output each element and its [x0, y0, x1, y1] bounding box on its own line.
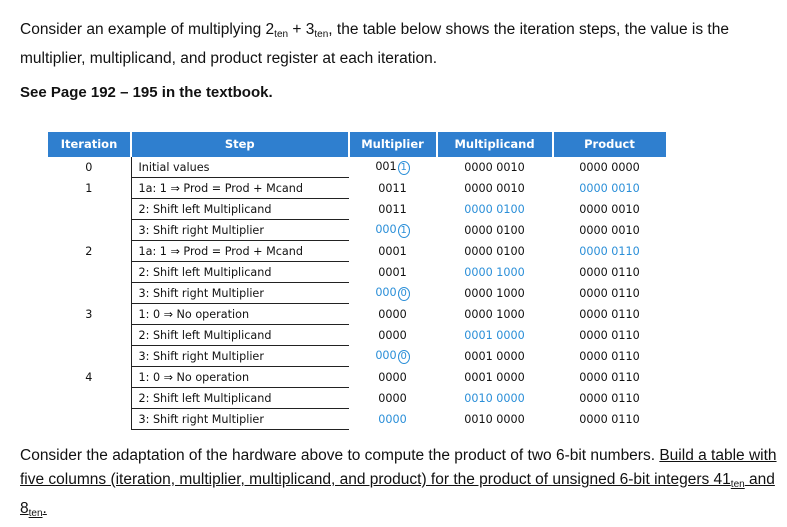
- cell-step: 2: Shift left Multiplicand: [131, 262, 349, 283]
- cell-multiplier: [349, 220, 437, 241]
- cell-iteration: [47, 262, 131, 283]
- cell-step: 3: Shift right Multiplier: [131, 409, 349, 430]
- cell-multiplicand: 0001 0000: [464, 328, 525, 342]
- cell-multiplicand: 0000 0100: [464, 223, 525, 237]
- header-multiplicand: Multiplicand: [437, 132, 553, 156]
- table-row: [47, 367, 667, 388]
- cell-multiplicand: 0000 0100: [464, 244, 525, 258]
- cell-multiplicand: 0000 1000: [464, 307, 525, 321]
- cell-multiplicand: 0000 0010: [437, 156, 553, 178]
- cell-iteration: [47, 409, 131, 430]
- cell-multiplier: [349, 304, 437, 325]
- table-row: [47, 346, 667, 367]
- cell-product: 0000 0010: [579, 181, 640, 195]
- cell-multiplicand: 0010 0000: [464, 412, 525, 426]
- multiplier-bits: 0000: [378, 307, 407, 321]
- cell-multiplicand: 0000 1000: [464, 265, 525, 279]
- circled-lsb: 1: [398, 161, 410, 175]
- multiplier-bits: 000: [375, 348, 397, 362]
- cell-iteration: 3: [85, 307, 93, 321]
- cell-step: 1a: 1 ⇒ Prod = Prod + Mcand: [131, 241, 349, 262]
- cell-step: 1: 0 ⇒ No operation: [131, 304, 349, 325]
- multiplier-bits: 001: [375, 159, 397, 173]
- table-row: [47, 241, 667, 262]
- cell-product: 0000 0000: [553, 156, 667, 178]
- cell-iteration: [47, 283, 131, 304]
- cell-iteration: 2: [85, 244, 93, 258]
- multiplier-bits: 0001: [378, 265, 407, 279]
- multiplier-bits: 0000: [378, 391, 407, 405]
- cell-step: 3: Shift right Multiplier: [131, 283, 349, 304]
- table-row: [47, 283, 667, 304]
- cell-iteration: [47, 388, 131, 409]
- cell-multiplier: [349, 346, 437, 367]
- table-row: [47, 220, 667, 241]
- cell-product: 0000 0110: [579, 412, 640, 426]
- circled-lsb: 0: [398, 350, 410, 364]
- cell-iteration: 4: [85, 370, 93, 384]
- table-header-row: [47, 132, 667, 156]
- cell-product: 0000 0110: [579, 244, 640, 258]
- cell-multiplier: [349, 283, 437, 304]
- cell-product: 0000 0010: [579, 202, 640, 216]
- cell-multiplier: [349, 388, 437, 409]
- cell-multiplier: [349, 262, 437, 283]
- multiplier-bits: 0000: [378, 412, 407, 426]
- circled-lsb: 0: [398, 287, 410, 301]
- cell-product: 0000 0110: [579, 307, 640, 321]
- multiplier-bits: 0000: [378, 370, 407, 384]
- cell-step: 2: Shift left Multiplicand: [131, 388, 349, 409]
- table-row: [47, 262, 667, 283]
- cell-step: 2: Shift left Multiplicand: [131, 199, 349, 220]
- cell-step: 2: Shift left Multiplicand: [131, 325, 349, 346]
- table-body: [47, 156, 667, 430]
- cell-multiplier: [349, 199, 437, 220]
- cell-step: 3: Shift right Multiplier: [131, 346, 349, 367]
- header-step: Step: [131, 132, 349, 156]
- cell-multiplier: [349, 241, 437, 262]
- table-row: [47, 388, 667, 409]
- cell-multiplier: [349, 156, 437, 178]
- cell-multiplicand: 0000 1000: [464, 286, 525, 300]
- table-row: [47, 409, 667, 430]
- cell-iteration: [47, 220, 131, 241]
- header-multiplier: Multiplier: [349, 132, 437, 156]
- cell-multiplier: [349, 178, 437, 199]
- table-row: [47, 178, 667, 199]
- cell-multiplicand: 0001 0000: [464, 370, 525, 384]
- cell-multiplicand: 0010 0000: [464, 391, 525, 405]
- table-row: [47, 304, 667, 325]
- textbook-reference: See Page 192 – 195 in the textbook.: [20, 84, 273, 101]
- cell-product: 0000 0010: [579, 223, 640, 237]
- cell-multiplier: [349, 409, 437, 430]
- cell-step: 1: 0 ⇒ No operation: [131, 367, 349, 388]
- cell-product: 0000 0110: [579, 391, 640, 405]
- multiplication-table-container: [46, 132, 668, 430]
- cell-iteration: [47, 346, 131, 367]
- multiplication-steps-table: [46, 132, 668, 430]
- cell-multiplicand: 0000 0100: [464, 202, 525, 216]
- cell-iteration: 0: [47, 156, 131, 178]
- multiplier-bits: 0011: [378, 202, 407, 216]
- cell-multiplier: [349, 367, 437, 388]
- cell-product: 0000 0110: [579, 328, 640, 342]
- cell-step: Initial values: [131, 156, 349, 178]
- header-iteration: Iteration: [47, 132, 131, 156]
- cell-product: 0000 0110: [579, 370, 640, 384]
- multiplier-bits: 000: [375, 285, 397, 299]
- cell-product: 0000 0110: [579, 286, 640, 300]
- table-row: [47, 199, 667, 220]
- cell-step: 3: Shift right Multiplier: [131, 220, 349, 241]
- circled-lsb: 1: [398, 224, 410, 238]
- multiplier-bits: 0001: [378, 244, 407, 258]
- cell-step: 1a: 1 ⇒ Prod = Prod + Mcand: [131, 178, 349, 199]
- intro-paragraph: Consider an example of multiplying $2_{ten} + 3_{ten}$, the table below shows the iteration steps, the value is the multiplier, multiplicand, and product register at each iteration.: [20, 21, 729, 67]
- cell-product: 0000 0110: [579, 265, 640, 279]
- cell-iteration: [47, 325, 131, 346]
- cell-iteration: [47, 199, 131, 220]
- table-row: [47, 325, 667, 346]
- header-product: Product: [553, 132, 667, 156]
- cell-product: 0000 0110: [579, 349, 640, 363]
- cell-multiplicand: 0001 0000: [464, 349, 525, 363]
- cell-iteration: 1: [85, 181, 93, 195]
- question-paragraph: Consider the adaptation of the hardware above to compute the product of two 6-bit numbers. Build a table with five columns (iteration, multiplier, multiplicand, and product) for the product of unsigned 6-bit integers $41_{ten}$ and $8_{ten}$.: [20, 447, 777, 519]
- multiplier-bits: 0000: [378, 328, 407, 342]
- table-row: [47, 156, 667, 178]
- multiplier-bits: 0011: [378, 181, 407, 195]
- multiplier-bits: 000: [375, 222, 397, 236]
- cell-multiplier: [349, 325, 437, 346]
- cell-multiplicand: 0000 0010: [464, 181, 525, 195]
